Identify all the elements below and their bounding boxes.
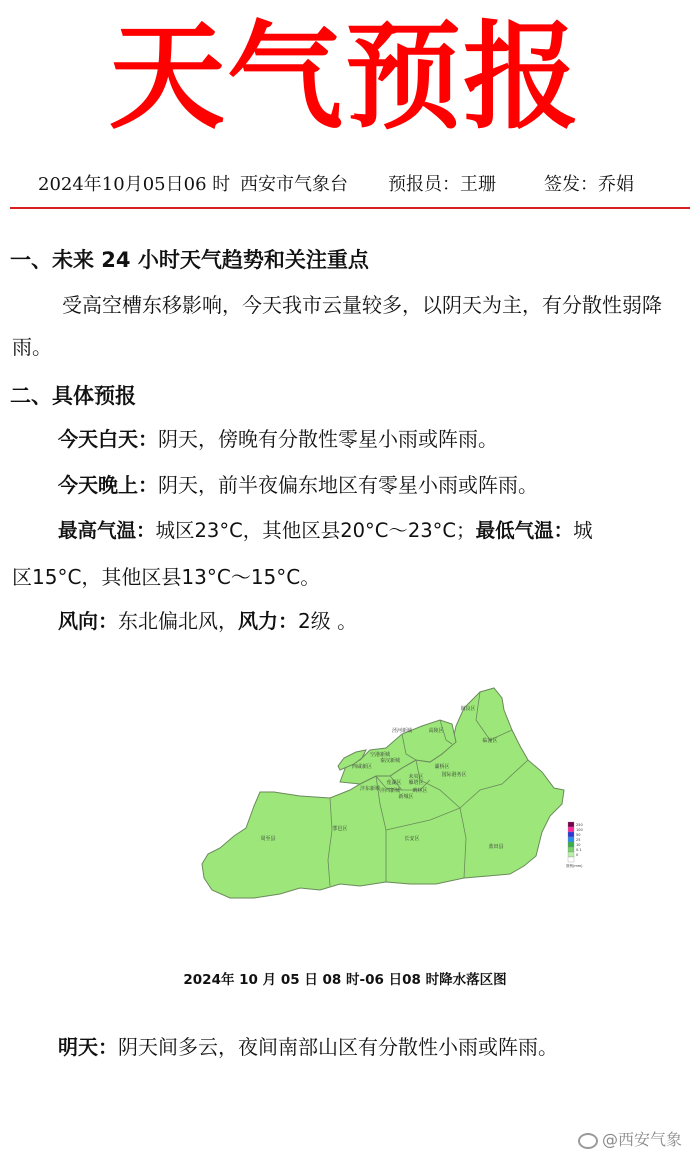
wind-direction-text: 东北偏北风， bbox=[118, 609, 238, 633]
legend-value: 25 bbox=[576, 838, 581, 842]
district-label: 秦汉新城 bbox=[379, 758, 401, 764]
district-label: 碑林区 bbox=[412, 788, 428, 794]
tomorrow-text: 阴天间多云，夜间南部山区有分散性小雨或阵雨。 bbox=[118, 1035, 558, 1059]
district-label: 未央区 bbox=[408, 774, 424, 780]
tonight-forecast bbox=[58, 470, 538, 500]
legend-value: 10 bbox=[576, 843, 581, 847]
district-label: 灞桥区 bbox=[434, 764, 450, 770]
district-label: 西咸新区 bbox=[351, 764, 373, 770]
temperature-line1 bbox=[58, 516, 593, 546]
legend-value: 0.1 bbox=[576, 848, 582, 852]
section1-heading: 一、未来 24 小时天气趋势和关注重点 bbox=[10, 248, 369, 272]
district-label: 国际港务区 bbox=[441, 772, 467, 778]
weibo-icon bbox=[578, 1133, 598, 1149]
legend-value: 0 bbox=[576, 853, 579, 857]
legend-value: 250 bbox=[576, 823, 583, 827]
issue-info bbox=[0, 170, 690, 196]
district-label: 空港新城 bbox=[369, 752, 391, 758]
district-label: 高陵区 bbox=[428, 728, 444, 734]
max-temp-label: 最高气温： bbox=[58, 519, 156, 542]
legend-swatch bbox=[568, 847, 574, 852]
today-forecast bbox=[58, 424, 498, 454]
legend-value: 100 bbox=[576, 828, 583, 832]
temperature-line2: 区15°C，其他区县13°C～15°C。 bbox=[12, 565, 321, 589]
page-title: 天气预报 bbox=[109, 10, 581, 145]
legend-swatch bbox=[568, 837, 574, 842]
header-divider bbox=[10, 207, 690, 209]
max-temp-text: 城区23°C，其他区县20°C～23°C； bbox=[155, 519, 476, 542]
signer: 签发：乔娟 bbox=[544, 174, 634, 195]
section2-heading: 二、具体预报 bbox=[10, 384, 136, 408]
precipitation-map bbox=[190, 680, 590, 910]
district-label: 临潼区 bbox=[482, 738, 498, 744]
min-temp-tail: 城 bbox=[573, 519, 593, 542]
district-label: 阎良区 bbox=[460, 706, 476, 712]
legend-swatch bbox=[568, 832, 574, 837]
legend-swatch bbox=[568, 857, 574, 862]
map-legend bbox=[566, 822, 583, 868]
issuing-office: 西安市气象台 bbox=[240, 174, 348, 195]
district-label: 莲湖区 bbox=[386, 780, 402, 786]
wind-force-text: 2级 。 bbox=[298, 609, 358, 633]
legend-swatch bbox=[568, 842, 574, 847]
legend-unit: 图例(mm) bbox=[566, 864, 583, 868]
legend-swatch bbox=[568, 827, 574, 832]
district-label: 沣东新城 bbox=[359, 786, 381, 792]
watermark-text: @西安气象 bbox=[601, 1130, 682, 1149]
tomorrow-label: 明天： bbox=[58, 1035, 118, 1059]
district-label: 周至县 bbox=[260, 836, 276, 842]
forecaster: 预报员：王珊 bbox=[388, 174, 496, 195]
map-caption: 2024年 10 月 05 日 08 时-06 日08 时降水落区图 bbox=[183, 972, 507, 988]
section1-body: 受高空槽东移影响，今天我市云量较多，以阴天为主，有分散性弱降雨。 bbox=[12, 293, 662, 359]
legend-swatch bbox=[568, 822, 574, 827]
district-label: 长安区 bbox=[404, 836, 420, 842]
wind-force-label: 风力： bbox=[238, 609, 298, 633]
weibo-watermark bbox=[578, 1127, 682, 1150]
legend-value: 50 bbox=[576, 833, 581, 837]
district-label: 沣西新城 bbox=[379, 788, 401, 794]
wind-forecast bbox=[58, 606, 357, 636]
today-text: 阴天，傍晚有分散性零星小雨或阵雨。 bbox=[158, 427, 498, 451]
min-temp-label: 最低气温： bbox=[475, 519, 574, 542]
district-label: 鄠邑区 bbox=[332, 826, 348, 832]
district-label: 雁塔区 bbox=[408, 780, 424, 786]
legend-swatch bbox=[568, 852, 574, 857]
district-label: 新城区 bbox=[398, 794, 414, 800]
tonight-label: 今天晚上： bbox=[58, 473, 158, 497]
tomorrow-forecast bbox=[58, 1032, 558, 1062]
wind-direction-label: 风向： bbox=[58, 609, 118, 633]
today-label: 今天白天： bbox=[58, 427, 158, 451]
district-label: 泾河新城 bbox=[391, 728, 413, 734]
tonight-text: 阴天，前半夜偏东地区有零星小雨或阵雨。 bbox=[158, 473, 538, 497]
issue-datetime: 2024年10月05日06 时 bbox=[38, 174, 231, 195]
district-label: 蓝田县 bbox=[488, 844, 504, 850]
